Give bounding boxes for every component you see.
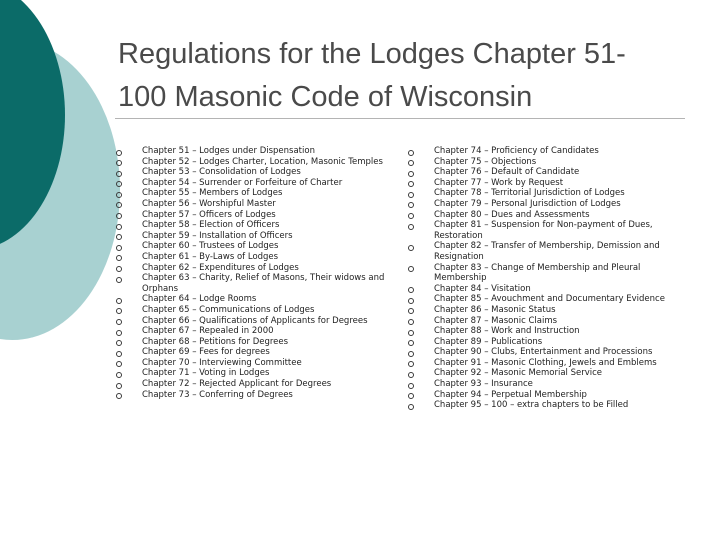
chapter-item-text: Chapter 68 – Petitions for Degrees [142,336,289,347]
chapter-item-text: Chapter 76 – Default of Candidate [434,167,580,178]
chapter-list-item [115,347,385,358]
hollow-circle-bullet-icon [116,202,122,208]
hollow-circle-bullet-icon [408,393,414,399]
hollow-circle-bullet-icon [116,171,122,177]
hollow-circle-bullet-icon [116,255,122,261]
hollow-circle-bullet-icon [408,181,414,187]
hollow-circle-bullet-icon [116,372,122,378]
chapter-list-item [115,305,385,316]
chapter-list-item [115,220,385,231]
slide-title-line-1: Regulations for the Lodges Chapter 51- [118,38,626,70]
chapter-item-text: Chapter 74 – Proficiency of Candidates [434,146,599,156]
hollow-circle-bullet-icon [408,340,414,346]
chapter-item-text: Chapter 85 – Avouchment and Documentary Evidence [434,294,665,305]
hollow-circle-bullet-icon [116,150,122,156]
chapter-list-item [115,263,385,274]
chapter-list-item [115,241,385,252]
hollow-circle-bullet-icon [408,245,414,251]
title-divider [115,118,685,119]
chapter-item-text: Chapter 61 – By-Laws of Lodges [142,251,279,262]
hollow-circle-bullet-icon [116,340,122,346]
hollow-circle-bullet-icon [408,224,414,230]
chapter-item-text: Chapter 94 – Perpetual Membership [434,389,587,400]
chapter-list-item [407,241,687,262]
hollow-circle-bullet-icon [116,393,122,399]
chapter-list-item [407,400,687,411]
chapter-list-item [407,294,687,305]
hollow-circle-bullet-icon [116,245,122,251]
hollow-circle-bullet-icon [408,319,414,325]
chapter-list-item [407,220,687,241]
chapter-item-text: Chapter 89 – Publications [434,336,543,347]
chapter-list-item [407,379,687,390]
chapter-list-item [407,263,687,284]
chapter-list-item [115,210,385,221]
chapter-item-text: Chapter 55 – Members of Lodges [142,188,283,199]
chapter-list-item [407,305,687,316]
hollow-circle-bullet-icon [116,181,122,187]
chapter-item-text: Chapter 70 – Interviewing Committee [142,357,302,368]
chapter-list-item [115,252,385,263]
chapter-item-text: Chapter 53 – Consolidation of Lodges [142,167,301,178]
hollow-circle-bullet-icon [408,213,414,219]
hollow-circle-bullet-icon [408,404,414,410]
hollow-circle-bullet-icon [116,361,122,367]
chapter-item-text: Chapter 67 – Repealed in 2000 [142,326,274,337]
hollow-circle-bullet-icon [116,351,122,357]
chapter-list-item [407,210,687,221]
hollow-circle-bullet-icon [408,383,414,389]
slide-title-line-2: 100 Masonic Code of Wisconsin [118,81,533,113]
chapter-list-item [115,157,385,168]
hollow-circle-bullet-icon [408,372,414,378]
chapter-item-text: Chapter 69 – Fees for degrees [142,347,270,358]
chapter-item-text: Chapter 95 – 100 – extra chapters to be Filled [434,400,629,411]
chapter-item-text: Chapter 81 – Suspension for Non-payment of Dues, Restoration [434,220,653,241]
hollow-circle-bullet-icon [408,330,414,336]
chapter-item-text: Chapter 51 – Lodges under Dispensation [142,146,315,156]
hollow-circle-bullet-icon [116,213,122,219]
chapter-list-item [407,167,687,178]
chapter-item-text: Chapter 90 – Clubs, Entertainment and Processions [434,347,653,358]
hollow-circle-bullet-icon [408,160,414,166]
hollow-circle-bullet-icon [408,351,414,357]
chapter-list-item [115,358,385,369]
chapter-item-text: Chapter 58 – Election of Officers [142,220,280,231]
hollow-circle-bullet-icon [116,330,122,336]
chapter-list-item [407,199,687,210]
chapter-list-item [115,273,385,294]
chapter-list-item [407,337,687,348]
hollow-circle-bullet-icon [408,150,414,156]
chapter-list-item [407,390,687,401]
chapter-list-item [407,326,687,337]
hollow-circle-bullet-icon [408,298,414,304]
chapter-item-text: Chapter 63 – Charity, Relief of Masons, Their widows and Orphans [142,273,385,294]
chapter-list-item [407,347,687,358]
slide-title [118,33,698,119]
chapter-item-text: Chapter 52 – Lodges Charter, Location, Masonic Temples [142,156,383,167]
chapter-list-item [115,390,385,401]
chapter-list-item [115,316,385,327]
chapter-item-text: Chapter 73 – Conferring of Degrees [142,389,293,400]
hollow-circle-bullet-icon [408,192,414,198]
hollow-circle-bullet-icon [116,160,122,166]
hollow-circle-bullet-icon [116,298,122,304]
hollow-circle-bullet-icon [116,266,122,272]
chapter-item-text: Chapter 86 – Masonic Status [434,304,556,315]
hollow-circle-bullet-icon [116,383,122,389]
chapter-list-item [407,368,687,379]
hollow-circle-bullet-icon [116,192,122,198]
chapter-item-text: Chapter 91 – Masonic Clothing, Jewels and Emblems [434,357,657,368]
chapter-list-left [115,146,385,400]
chapter-list-item [407,316,687,327]
chapter-item-text: Chapter 59 – Installation of Officers [142,230,293,241]
hollow-circle-bullet-icon [408,287,414,293]
chapter-item-text: Chapter 84 – Visitation [434,283,531,294]
hollow-circle-bullet-icon [116,277,122,283]
chapter-item-text: Chapter 66 – Qualifications of Applicants for Degrees [142,315,368,326]
hollow-circle-bullet-icon [116,319,122,325]
hollow-circle-bullet-icon [408,171,414,177]
chapter-item-text: Chapter 72 – Rejected Applicant for Degrees [142,379,332,390]
chapter-list-item [115,379,385,390]
hollow-circle-bullet-icon [408,308,414,314]
chapter-item-text: Chapter 87 – Masonic Claims [434,315,558,326]
chapter-list-item [115,178,385,189]
chapter-item-text: Chapter 83 – Change of Membership and Pleural Membership [434,262,641,284]
chapter-list-item [407,358,687,369]
chapter-list-item [407,284,687,295]
chapter-item-text: Chapter 65 – Communications of Lodges [142,304,315,315]
chapter-list-item [407,146,687,157]
chapter-list-item [115,368,385,379]
chapter-item-text: Chapter 71 – Voting in Lodges [142,368,270,379]
hollow-circle-bullet-icon [408,202,414,208]
hollow-circle-bullet-icon [116,234,122,240]
chapter-item-text: Chapter 92 – Masonic Memorial Service [434,368,603,379]
chapter-item-text: Chapter 78 – Territorial Jurisdiction of Lodges [434,188,625,199]
chapter-item-text: Chapter 75 – Objections [434,156,537,167]
chapter-list-item [407,157,687,168]
chapter-item-text: Chapter 88 – Work and Instruction [434,326,580,337]
hollow-circle-bullet-icon [408,266,414,272]
chapter-item-text: Chapter 60 – Trustees of Lodges [142,241,279,252]
chapter-item-text: Chapter 79 – Personal Jurisdiction of Lodges [434,198,621,209]
hollow-circle-bullet-icon [116,224,122,230]
chapter-item-text: Chapter 56 – Worshipful Master [142,198,276,209]
chapter-list-item [115,188,385,199]
chapter-list-item [115,337,385,348]
chapter-item-text: Chapter 77 – Work by Request [434,177,564,188]
chapter-item-text: Chapter 64 – Lodge Rooms [142,294,257,305]
chapter-list-item [115,146,385,157]
chapter-list-item [115,167,385,178]
hollow-circle-bullet-icon [408,361,414,367]
chapter-list-item [407,188,687,199]
chapter-list-item [115,294,385,305]
chapter-item-text: Chapter 57 – Officers of Lodges [142,209,276,220]
chapter-item-text: Chapter 62 – Expenditures of Lodges [142,262,299,273]
chapter-list-right [407,146,687,411]
chapter-item-text: Chapter 93 – Insurance [434,379,533,390]
chapter-item-text: Chapter 54 – Surrender or Forfeiture of Charter [142,177,343,188]
chapter-item-text: Chapter 82 – Transfer of Membership, Demission and Resignation [434,241,660,262]
chapter-list-item [115,199,385,210]
chapter-list-item [115,326,385,337]
hollow-circle-bullet-icon [116,308,122,314]
chapter-list-item [407,178,687,189]
chapter-list-item [115,231,385,242]
chapter-item-text: Chapter 80 – Dues and Assessments [434,209,590,220]
